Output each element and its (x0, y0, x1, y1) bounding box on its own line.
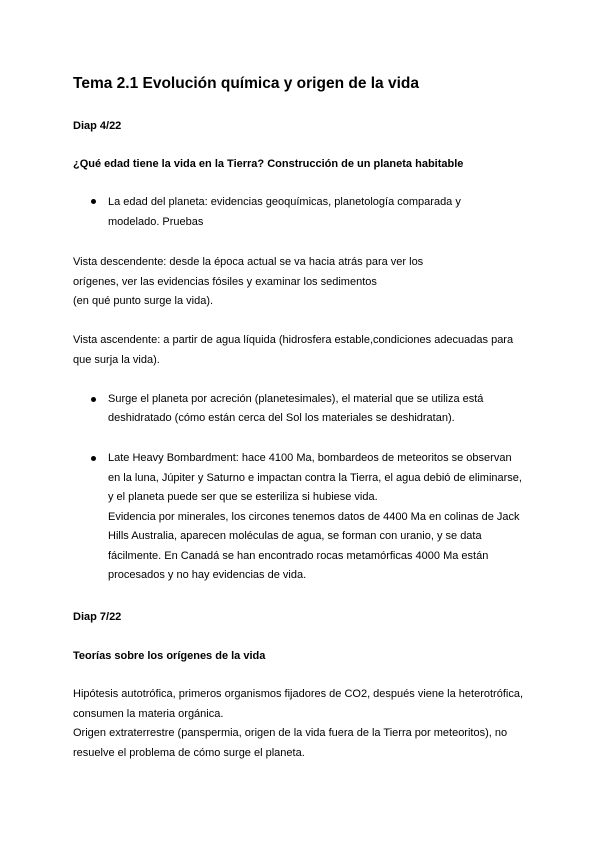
paragraph-line: Vista descendente: desde la época actual se va hacia atrás para ver los (73, 256, 424, 268)
paragraph-line: Hipótesis autotrófica, primeros organismos fijadores de CO2, después viene la heterotrófica, (73, 688, 524, 700)
bullet-icon (91, 456, 96, 461)
bullet-text-line: Late Heavy Bombardment: hace 4100 Ma, bombardeos de meteoritos se observan (108, 452, 512, 464)
bullet-text-line: procesados y no hay evidencias de vida. (108, 569, 307, 581)
bullet-icon (91, 199, 96, 204)
section-subheading-theories: Teorías sobre los orígenes de la vida (73, 650, 266, 662)
bullet-text-line: en la luna, Júpiter y Saturno e impactan contra la Tierra, el agua debió de eliminarse, (108, 472, 522, 484)
bullet-text-line: La edad del planeta: evidencias geoquímicas, planetología comparada y (108, 196, 461, 208)
paragraph-line: Vista ascendente: a partir de agua líquida (hidrosfera estable,condiciones adecuadas para (73, 334, 514, 346)
section-subheading-age-of-life: ¿Qué edad tiene la vida en la Tierra? Construcción de un planeta habitable (73, 158, 464, 170)
paragraph-line: que surja la vida). (73, 354, 160, 366)
paragraph-line: Origen extraterrestre (panspermia, origen de la vida fuera de la Tierra por meteoritos), no (73, 727, 508, 739)
bullet-text-line: Surge el planeta por acreción (planetesimales), el material que se utiliza está (108, 393, 484, 405)
bullet-text-line: y el planeta puede ser que se esteriliza si hubiese vida. (108, 491, 378, 503)
bullet-icon (91, 397, 96, 402)
bullet-text-line: Hills Australia, aparecen moléculas de agua, se forman con uranio, y se data (108, 530, 482, 542)
paragraph-line: (en qué punto surge la vida). (73, 295, 214, 307)
bullet-text-line: fácilmente. En Canadá se han encontrado rocas metamórficas 4000 Ma están (108, 550, 489, 562)
slide-heading-7: Diap 7/22 (73, 611, 122, 623)
bullet-text-line: deshidratado (cómo están cerca del Sol los materiales se deshidratan). (108, 412, 455, 424)
bullet-text-line: Evidencia por minerales, los circones tenemos datos de 4400 Ma en colinas de Jack (108, 511, 520, 523)
paragraph-line: resuelve el problema de cómo surge el planeta. (73, 747, 305, 759)
slide-heading-4: Diap 4/22 (73, 120, 122, 132)
paragraph-line: consumen la materia orgánica. (73, 708, 224, 720)
document-title: Tema 2.1 Evolución química y origen de la vida (73, 75, 419, 92)
paragraph-line: orígenes, ver las evidencias fósiles y examinar los sedimentos (73, 276, 377, 288)
bullet-text-line: modelado. Pruebas (108, 216, 204, 228)
